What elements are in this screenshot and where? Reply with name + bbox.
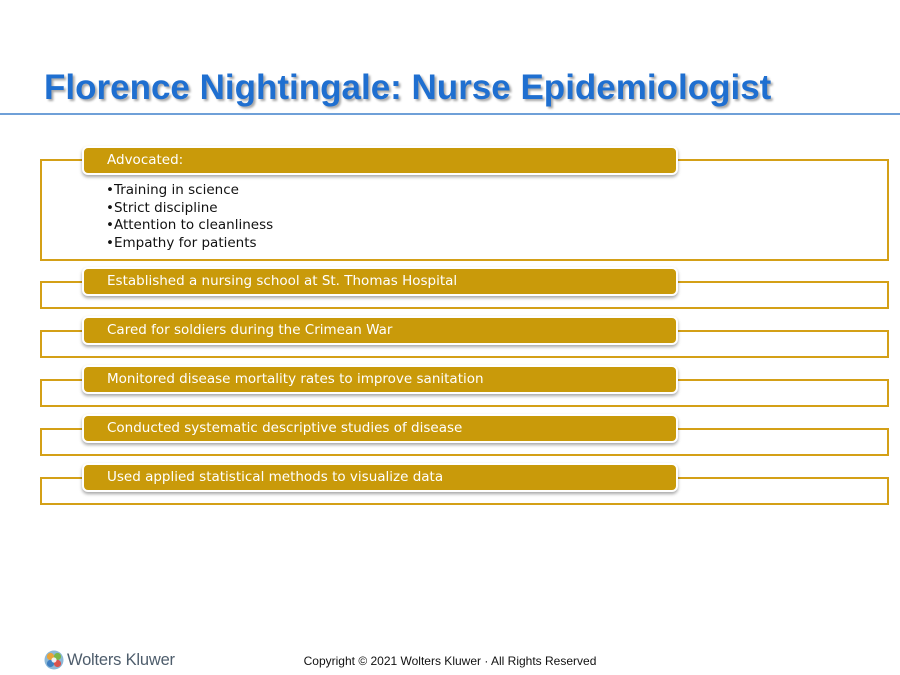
item-bar-statistical-methods: Used applied statistical methods to visualize data bbox=[82, 463, 678, 492]
item-bar-mortality-rates: Monitored disease mortality rates to improve sanitation bbox=[82, 365, 678, 394]
slide-title: Florence Nightingale: Nurse Epidemiologist bbox=[44, 68, 772, 107]
brand-name: Wolters Kluwer bbox=[67, 650, 175, 669]
bullet-item: • Empathy for patients bbox=[106, 235, 273, 253]
copyright-text: Copyright © 2021 Wolters Kluwer · All Rights Reserved bbox=[303, 654, 597, 668]
item-bar-crimean-war: Cared for soldiers during the Crimean War bbox=[82, 316, 678, 345]
bullet-item: • Attention to cleanliness bbox=[106, 217, 273, 235]
title-divider bbox=[0, 113, 900, 115]
advocated-bullet-list bbox=[106, 182, 273, 252]
item-bar-advocated: Advocated: bbox=[82, 146, 678, 175]
item-bar-nursing-school: Established a nursing school at St. Thomas Hospital bbox=[82, 267, 678, 296]
item-bar-descriptive-studies: Conducted systematic descriptive studies of disease bbox=[82, 414, 678, 443]
bullet-item: • Strict discipline bbox=[106, 200, 273, 218]
bullet-item: • Training in science bbox=[106, 182, 273, 200]
